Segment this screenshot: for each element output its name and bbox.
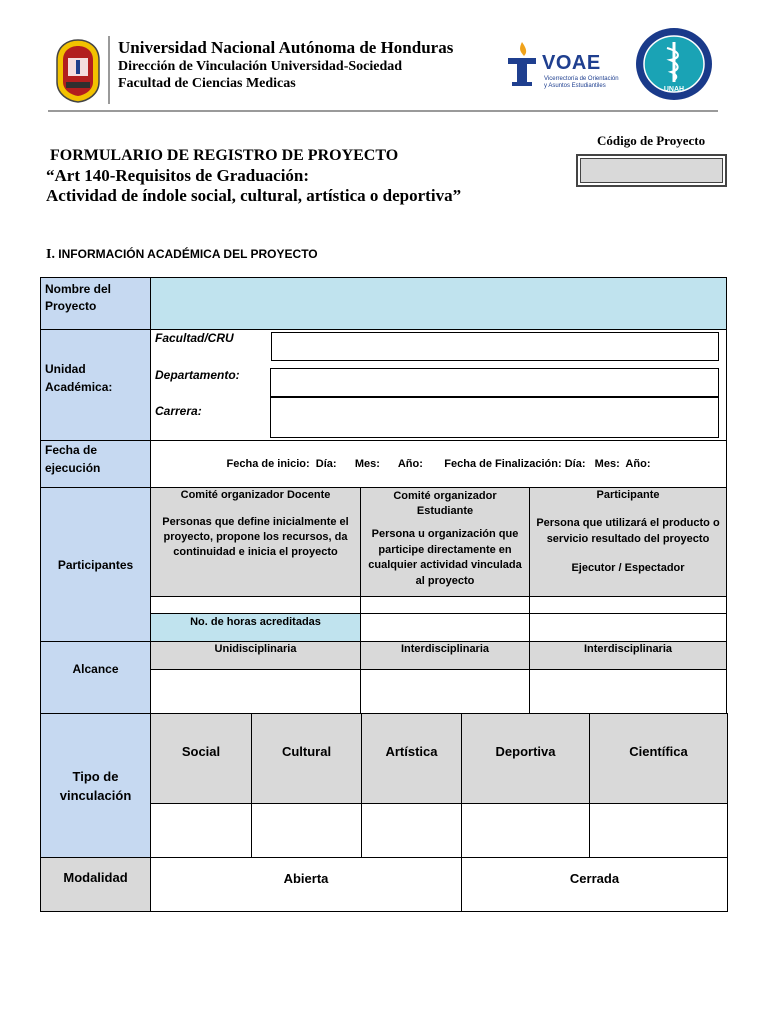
scope-option-3: Interdisciplinaria: [529, 641, 727, 670]
link-type-scientific: Científica: [589, 713, 728, 804]
scope-option-1: Unidisciplinaria: [150, 641, 361, 670]
link-type-label: Tipo de vinculación: [40, 713, 151, 858]
academic-unit-cell: [40, 329, 151, 441]
participants-label: Participantes: [40, 487, 151, 642]
link-type-social-input[interactable]: [150, 803, 252, 858]
execution-date-fields[interactable]: Fecha de inicio: Día: Mes: Año: Fecha de Finalización: Día: Mes: Año:: [150, 440, 727, 488]
faculty-name: Facultad de Ciencias Medicas: [118, 76, 296, 91]
scope-label: Alcance: [40, 641, 151, 714]
header-divider: [108, 36, 110, 104]
link-type-social: Social: [150, 713, 252, 804]
link-type-sport: Deportiva: [461, 713, 590, 804]
modality-open[interactable]: Abierta: [150, 857, 462, 912]
faculty-cru-input[interactable]: [271, 332, 719, 361]
credited-hours-input-1[interactable]: [360, 613, 530, 642]
link-type-artistic-input[interactable]: [361, 803, 462, 858]
section-title: INFORMACIÓN ACADÉMICA DEL PROYECTO: [58, 247, 318, 261]
career-label: Carrera:: [155, 404, 202, 418]
committee-teacher-title: Comité organizador Docente: [180, 489, 331, 501]
department-label: Departamento:: [155, 368, 240, 382]
participant-cell: [529, 487, 727, 597]
voae-logo: [504, 40, 624, 92]
modality-label: Modalidad: [40, 857, 151, 912]
form-title-line2: “Art 140-Requisitos de Graduación:: [46, 166, 310, 185]
modality-closed[interactable]: Cerrada: [461, 857, 728, 912]
form-title-line1: FORMULARIO DE REGISTRO DE PROYECTO: [50, 147, 399, 164]
participant-input[interactable]: [529, 596, 727, 614]
execution-date-label: Fecha de ejecución: [40, 440, 151, 488]
header-bottom-rule: [48, 110, 718, 112]
project-name-input[interactable]: [150, 277, 727, 330]
link-type-cultural: Cultural: [251, 713, 362, 804]
academic-unit-label: Unidad Académica:: [45, 362, 113, 394]
form-title-line3: Actividad de índole social, cultural, artística o deportiva”: [46, 186, 462, 205]
credited-hours-input-2[interactable]: [529, 613, 727, 642]
committee-student-cell: [360, 487, 530, 597]
link-type-artistic: Artística: [361, 713, 462, 804]
participant-title: Participante: [596, 489, 660, 501]
link-type-scientific-input[interactable]: [589, 803, 728, 858]
committee-student-desc: Persona u organización que participe directamente en cualquier actividad vinculada al proyecto: [368, 528, 522, 587]
voae-subtitle-2: y Asuntos Estudiantiles: [544, 83, 606, 89]
project-name-label: Nombre del Proyecto: [40, 277, 151, 330]
department-input[interactable]: [270, 368, 719, 397]
faculty-cru-label: Facultad/CRU: [155, 331, 234, 345]
committee-student-title: Comité organizador Estudiante: [393, 490, 497, 517]
scope-input-3[interactable]: [529, 669, 727, 714]
scope-input-1[interactable]: [150, 669, 361, 714]
project-code-frame: [576, 154, 727, 187]
participant-desc: Persona que utilizará el producto o servicio resultado del proyecto: [536, 517, 720, 545]
participant-role: Ejecutor / Espectador: [571, 562, 685, 574]
voae-title: VOAE: [542, 52, 601, 74]
link-type-cultural-input[interactable]: [251, 803, 362, 858]
link-type-sport-input[interactable]: [461, 803, 590, 858]
direction-name: Dirección de Vinculación Universidad-Sociedad: [118, 59, 403, 74]
project-code-label: Código de Proyecto: [597, 133, 706, 148]
committee-teacher-desc: Personas que define inicialmente el proyecto, propone los recursos, da continuidad e inicia el proyecto: [162, 516, 349, 558]
committee-teacher-input[interactable]: [150, 596, 361, 614]
credited-hours-label: No. de horas acreditadas: [150, 613, 361, 642]
torch-icon: [504, 40, 540, 88]
section-number: I.: [46, 247, 55, 262]
section-heading: [46, 247, 318, 263]
seal-unah-text: UNAH: [663, 86, 685, 93]
university-name: Universidad Nacional Autónoma de Honduras: [118, 38, 454, 57]
committee-student-input[interactable]: [360, 596, 530, 614]
project-code-input[interactable]: [580, 158, 723, 183]
scope-input-2[interactable]: [360, 669, 530, 714]
committee-teacher-cell: [150, 487, 361, 597]
medical-faculty-seal: [634, 26, 714, 102]
unah-shield-logo: [54, 38, 102, 104]
scope-option-2: Interdisciplinaria: [360, 641, 530, 670]
career-input[interactable]: [270, 397, 719, 438]
voae-subtitle-1: Vicerrectoría de Orientación: [544, 76, 619, 82]
